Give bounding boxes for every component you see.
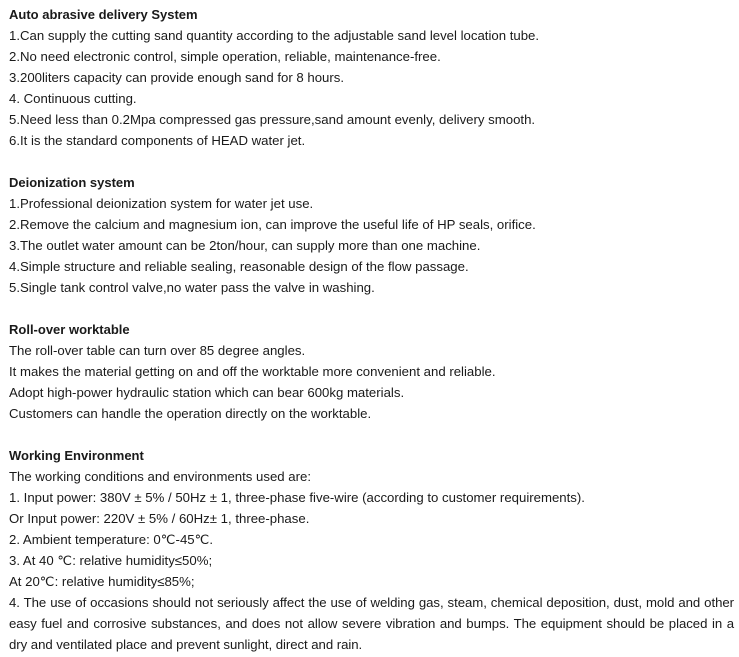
list-item: Or Input power: 220V ± 5% / 60Hz± 1, three-phase. [9, 511, 310, 526]
list-item: 2.Remove the calcium and magnesium ion, can improve the useful life of HP seals, orifice. [9, 217, 536, 232]
list-item: The roll-over table can turn over 85 degree angles. [9, 343, 306, 358]
list-item: 3.The outlet water amount can be 2ton/hour, can supply more than one machine. [9, 238, 481, 253]
section-working-environment [9, 445, 739, 655]
list-item: 4.Simple structure and reliable sealing, reasonable design of the flow passage. [9, 259, 469, 274]
section-roll-over-worktable [9, 319, 739, 424]
list-item: 6.It is the standard components of HEAD water jet. [9, 133, 306, 148]
paragraph: 4. The use of occasions should not seriously affect the use of welding gas, steam, chemical deposition, dust, mold and other easy fuel and corrosive substances, and does not allow severe vibration and bumps. The equipment should be placed in a dry and ventilated place and prevent sunlight, direct and rain. [9, 595, 734, 652]
list-item: It makes the material getting on and off the worktable more convenient and reliable. [9, 364, 496, 379]
list-item: 1.Professional deionization system for water jet use. [9, 196, 314, 211]
section-heading: Working Environment [9, 448, 144, 463]
list-item: 2. Ambient temperature: 0℃-45℃. [9, 532, 214, 547]
list-item: Customers can handle the operation directly on the worktable. [9, 406, 372, 421]
list-item: Adopt high-power hydraulic station which can bear 600kg materials. [9, 385, 405, 400]
list-item: The working conditions and environments used are: [9, 469, 312, 484]
section-heading: Roll-over worktable [9, 322, 130, 337]
list-item: 4. Continuous cutting. [9, 91, 137, 106]
section-auto-abrasive-delivery [9, 4, 739, 151]
section-heading: Auto abrasive delivery System [9, 7, 198, 22]
list-item: 5.Single tank control valve,no water pass the valve in washing. [9, 280, 375, 295]
list-item: 3. At 40 ℃: relative humidity≤50%; [9, 553, 213, 568]
list-item: At 20℃: relative humidity≤85%; [9, 574, 195, 589]
list-item: 3.200liters capacity can provide enough sand for 8 hours. [9, 70, 345, 85]
list-item: 5.Need less than 0.2Mpa compressed gas pressure,sand amount evenly, delivery smooth. [9, 112, 536, 127]
section-deionization-system [9, 172, 739, 298]
section-heading: Deionization system [9, 175, 135, 190]
list-item: 1. Input power: 380V ± 5% / 50Hz ± 1, three-phase five-wire (according to customer requirements). [9, 490, 585, 505]
list-item: 1.Can supply the cutting sand quantity according to the adjustable sand level location tube. [9, 28, 540, 43]
list-item: 2.No need electronic control, simple operation, reliable, maintenance-free. [9, 49, 441, 64]
